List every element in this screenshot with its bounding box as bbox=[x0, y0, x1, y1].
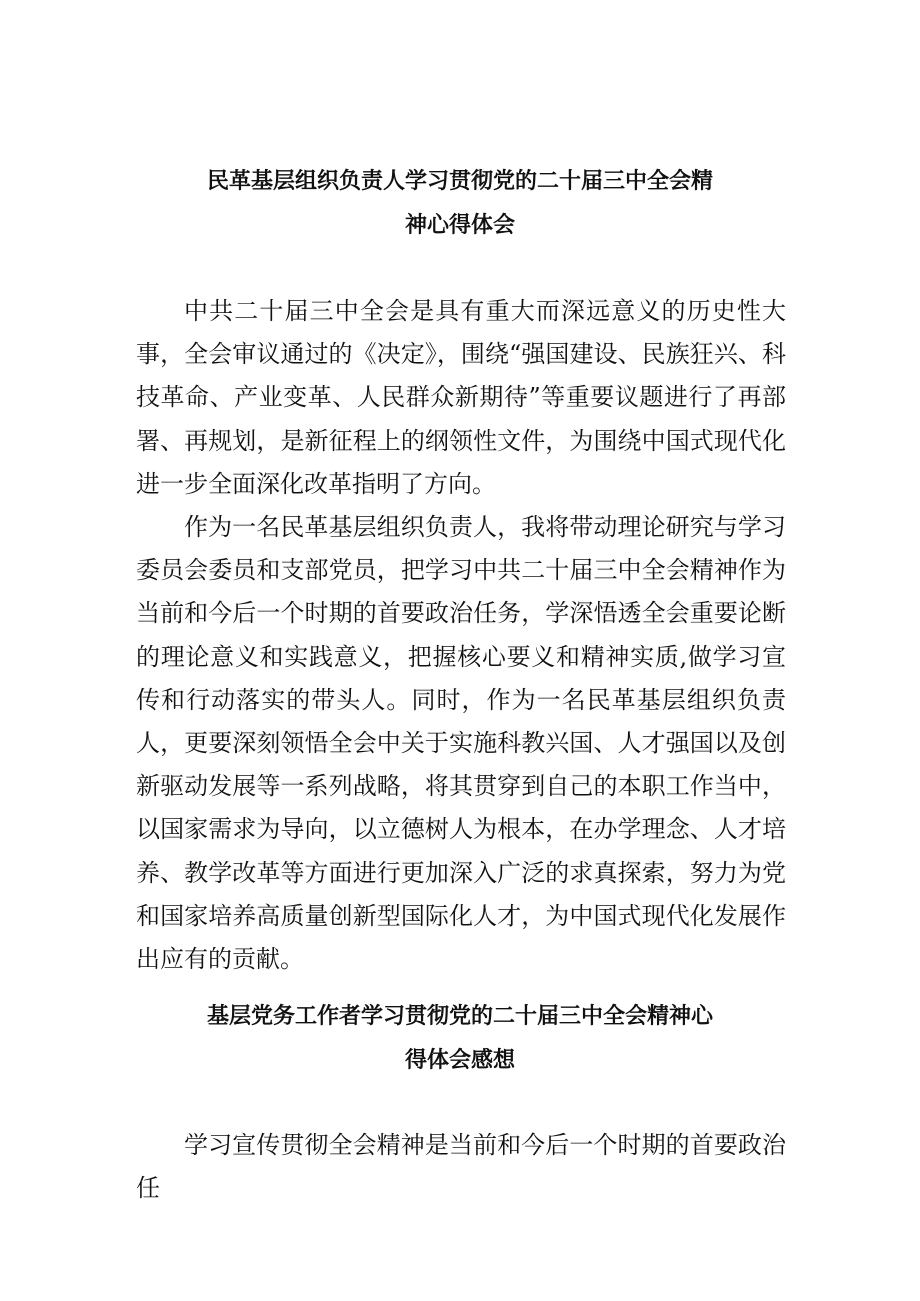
article-1-title-line-2: 神心得体会 bbox=[404, 213, 515, 238]
article-1-title-line-1: 民革基层组织负责人学习贯彻党的二十届三中全会精 bbox=[206, 169, 713, 194]
article-1-paragraph-1: 中共二十届三中全会是具有重大而深远意义的历史性大事，全会审议通过的《决定》，围绕“强国建设、民族狂兴、科技革命、产业变革、人民群众新期待”等重要议题进行了再部署、再规划，是新征程上的纲领性文件，为围绕中国式现代化进一步全面深化改革指明了方向。 bbox=[136, 297, 786, 498]
article-2-paragraph-1: 学习宣传贯彻全会精神是当前和今后一个时期的首要政治任 bbox=[136, 1131, 786, 1203]
article-1-body bbox=[136, 290, 786, 981]
article-2-body bbox=[136, 1124, 786, 1210]
article-2-title-line-1: 基层党务工作者学习贯彻党的二十届三中全会精神心 bbox=[206, 1004, 713, 1029]
article-2-title-line-2: 得体会感想 bbox=[404, 1048, 515, 1073]
article-2-title bbox=[0, 995, 920, 1083]
article-1-paragraph-2: 作为一名民革基层组织负责人，我将带动理论研究与学习委员会委员和支部党员，把学习中共二十届三中全会精神作为当前和今后一个时期的首要政治任务，学深悟透全会重要论断的理论意义和实践意义，把握核心要义和精神实质,做学习宣传和行动落实的带头人。同时，作为一名民革基层组织负责人，更要深刻领悟全会中关于实施科教兴国、人才强国以及创新驱动发展等一系列战略，将其贯穿到自己的本职工作当中，以国家需求为导向，以立德树人为根本，在办学理念、人才培养、教学改革等方面进行更加深入广泛的求真探索，努力为党和国家培养高质量创新型国际化人才，为中国式现代化发展作出应有的贡献。 bbox=[136, 513, 786, 974]
article-1-title bbox=[0, 160, 920, 248]
